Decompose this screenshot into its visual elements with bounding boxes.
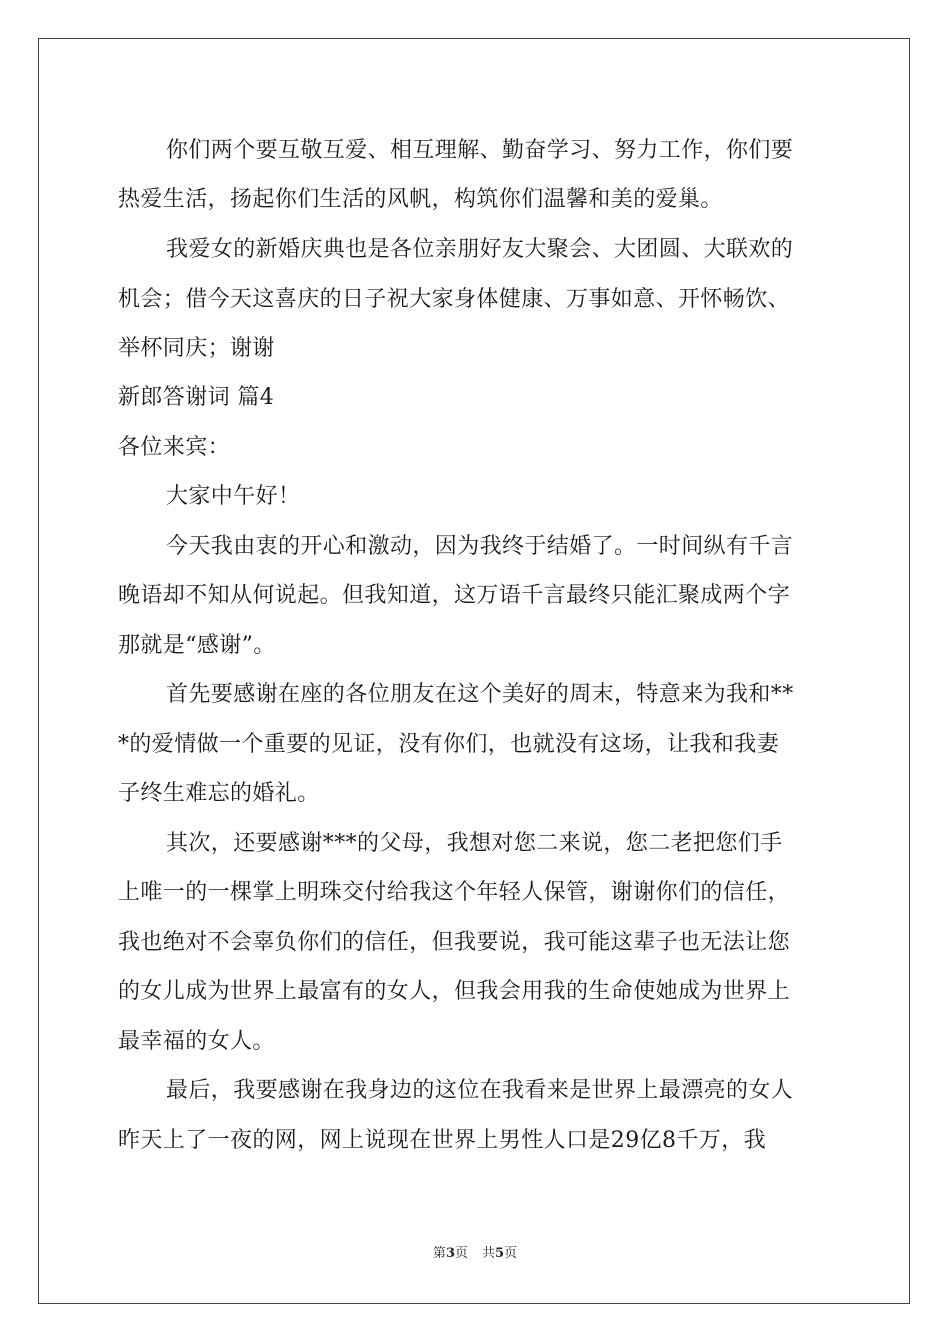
page-border	[38, 38, 910, 1304]
text-line: 其次，还要感谢***的父母，我想对您二来说，您二老把您们手	[166, 831, 783, 856]
text-line: 昨天上了一夜的网，网上说现在世界上男性人口是29亿8千万，我	[118, 1128, 766, 1153]
text-line: 机会；借今天这喜庆的日子祝大家身体健康、万事如意、开怀畅饮、	[118, 287, 791, 312]
page-footer	[0, 1245, 950, 1263]
page-current: 3	[445, 1246, 455, 1261]
text-line: 最幸福的女人。	[118, 1029, 275, 1054]
section-heading: 新郎答谢词 篇4	[118, 385, 275, 410]
text-line: 我爱女的新婚庆典也是各位亲朋好友大聚会、大团圆、大联欢的	[166, 237, 794, 262]
text-line: 我也绝对不会辜负你们的信任，但我要说，我可能这辈子也无法让您	[118, 930, 791, 955]
text-line: 你们两个要互敬互爱、相互理解、勤奋学习、努力工作，你们要	[166, 138, 794, 163]
text-line: 热爱生活，扬起你们生活的风帆，构筑你们温馨和美的爱巢。	[118, 187, 723, 212]
total-suffix: 页	[504, 1246, 518, 1261]
page-suffix: 页	[454, 1246, 468, 1261]
text-line: 那就是“感谢”。	[118, 633, 276, 658]
text-line: 今天我由衷的开心和激动，因为我终于结婚了。一时间纵有千言	[166, 534, 794, 559]
salutation: 各位来宾：	[118, 435, 231, 460]
text-line: 子终生难忘的婚礼。	[118, 781, 320, 806]
page-total: 5	[495, 1246, 505, 1261]
page-prefix: 第	[432, 1246, 446, 1261]
text-line: 最后，我要感谢在我身边的这位在我看来是世界上最漂亮的女人	[166, 1078, 794, 1103]
text-line: 的女儿成为世界上最富有的女人，但我会用我的生命使她成为世界上	[118, 979, 791, 1004]
text-line: 举杯同庆；谢谢	[118, 336, 275, 361]
text-line: 首先要感谢在座的各位朋友在这个美好的周末，特意来为我和**	[166, 682, 794, 707]
greeting: 大家中午好！	[166, 484, 301, 509]
text-line: 晚语却不知从何说起。但我知道，这万语千言最终只能汇聚成两个字	[118, 583, 791, 608]
text-line: *的爱情做一个重要的见证，没有你们，也就没有这场，让我和我妻	[118, 732, 780, 757]
total-prefix: 共	[482, 1246, 496, 1261]
text-line: 上唯一的一棵掌上明珠交付给我这个年轻人保管，谢谢你们的信任，	[118, 880, 791, 905]
